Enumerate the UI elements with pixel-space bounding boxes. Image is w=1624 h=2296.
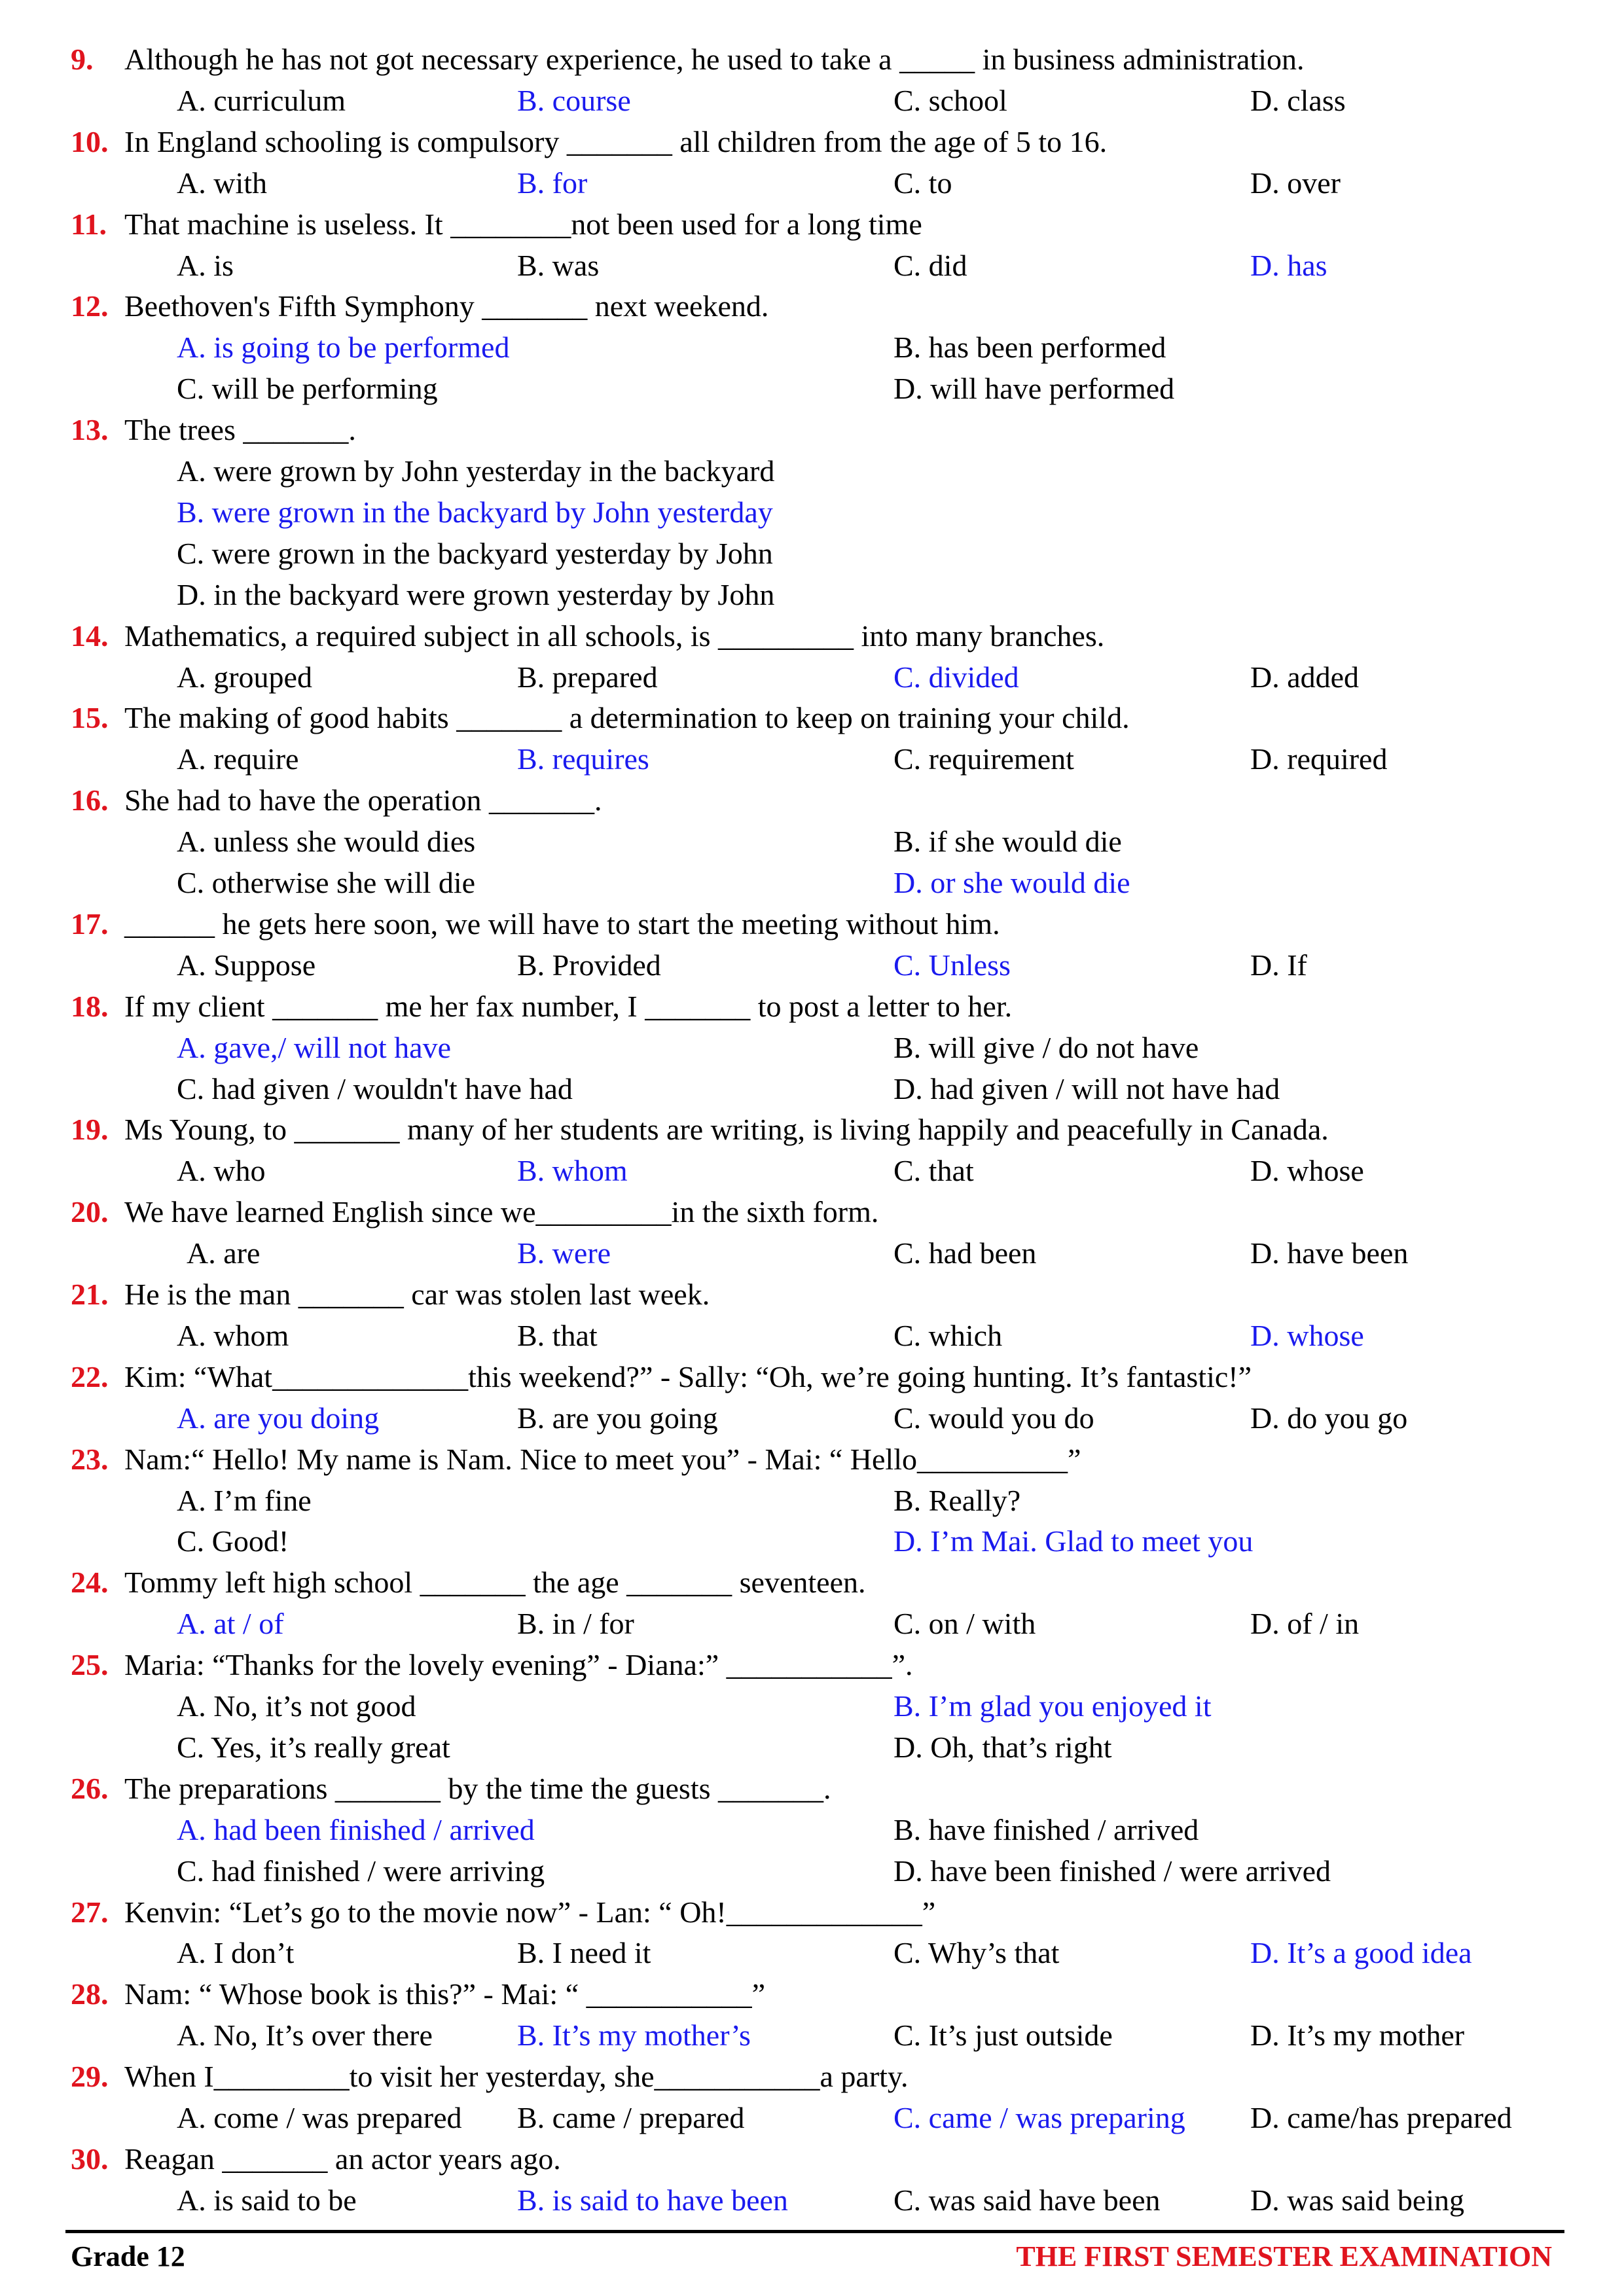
answer-option-a: A. No, It’s over there bbox=[177, 2018, 433, 2053]
answer-option-a: A. is bbox=[177, 248, 234, 282]
question-row bbox=[0, 412, 1624, 454]
question-stem: In England schooling is compulsory _______ all children from the age of 5 to 16. bbox=[124, 124, 1108, 158]
question-row bbox=[0, 619, 1624, 660]
question-stem: If my client _______ me her fax number, I _______ to post a letter to her. bbox=[124, 989, 1013, 1023]
question-row bbox=[0, 906, 1624, 948]
question-row bbox=[0, 1442, 1624, 1483]
question-row bbox=[0, 1277, 1624, 1318]
question-number: 26. bbox=[71, 1771, 109, 1805]
options-row bbox=[0, 742, 1624, 783]
answer-option-d: D. class bbox=[1250, 83, 1346, 117]
question-stem: Mathematics, a required subject in all schools, is _________ into many branches. bbox=[124, 619, 1105, 653]
answer-option-b: B. came / prepared bbox=[517, 2101, 745, 2134]
question-number: 15. bbox=[71, 701, 109, 735]
answer-option-b: B. course bbox=[517, 83, 631, 117]
question-number: 28. bbox=[71, 1977, 109, 2011]
answer-option-a: A. require bbox=[177, 742, 299, 776]
question-stem: That machine is useless. It ________not been used for a long time bbox=[124, 207, 922, 241]
question-stem: The making of good habits _______ a determination to keep on training your child. bbox=[124, 701, 1130, 735]
question-stem: Kim: “What_____________this weekend?” - Sally: “Oh, we’re going hunting. It’s fantastic!” bbox=[124, 1359, 1252, 1393]
options-row bbox=[0, 577, 1624, 619]
answer-option-a: A. come / was prepared bbox=[177, 2101, 462, 2134]
answer-option-a: A. are you doing bbox=[177, 1401, 380, 1435]
question-stem: Kenvin: “Let’s go to the movie now” - Lan: “ Oh!_____________” bbox=[124, 1895, 936, 1929]
options-row bbox=[0, 1153, 1624, 1194]
answer-option-d: D. has bbox=[1250, 248, 1327, 282]
answer-option-c: C. It’s just outside bbox=[893, 2018, 1113, 2053]
question-stem: Reagan _______ an actor years ago. bbox=[124, 2142, 561, 2176]
answer-option-c: C. came / was preparing bbox=[893, 2101, 1185, 2134]
answer-option-c: C. school bbox=[893, 83, 1007, 117]
question-row bbox=[0, 989, 1624, 1030]
question-row bbox=[0, 700, 1624, 742]
answer-option-b: B. is said to have been bbox=[517, 2183, 788, 2217]
answer-option-a: A. at / of bbox=[177, 1607, 284, 1641]
question-number: 17. bbox=[71, 906, 109, 941]
answer-option-d: D. came/has prepared bbox=[1250, 2101, 1512, 2134]
answer-option-a: A. gave,/ will not have bbox=[177, 1030, 452, 1064]
options-row bbox=[0, 1935, 1624, 1977]
question-number: 22. bbox=[71, 1359, 109, 1393]
question-stem: Maria: “Thanks for the lovely evening” - Diana:” ___________”. bbox=[124, 1648, 913, 1682]
answer-option-c: C. divided bbox=[893, 660, 1019, 694]
answer-option-b: B. that bbox=[517, 1318, 598, 1352]
answer-option-b: B. in / for bbox=[517, 1607, 634, 1641]
options-row bbox=[0, 1030, 1624, 1071]
options-row bbox=[0, 166, 1624, 207]
answer-option-d: D. will have performed bbox=[893, 372, 1175, 406]
answer-option-c: C. had given / wouldn't have had bbox=[177, 1071, 573, 1105]
answer-option-b: B. will give / do not have bbox=[893, 1030, 1199, 1064]
footer-exam-title: THE FIRST SEMESTER EXAMINATION bbox=[1016, 2240, 1552, 2272]
question-number: 18. bbox=[71, 989, 109, 1023]
answer-option-a: A. is said to be bbox=[177, 2183, 357, 2217]
question-number: 20. bbox=[71, 1195, 109, 1229]
question-row bbox=[0, 1977, 1624, 2018]
question-stem: Beethoven's Fifth Symphony _______ next weekend. bbox=[124, 289, 769, 323]
answer-option-c: C. was said have been bbox=[893, 2183, 1161, 2217]
question-number: 19. bbox=[71, 1113, 109, 1147]
answer-option-a: A. No, it’s not good bbox=[177, 1689, 416, 1723]
options-row bbox=[0, 1812, 1624, 1854]
question-row bbox=[0, 1771, 1624, 1812]
question-row bbox=[0, 124, 1624, 166]
answer-option-a: A. grouped bbox=[177, 660, 312, 694]
question-number: 23. bbox=[71, 1442, 109, 1476]
options-row bbox=[0, 2100, 1624, 2142]
answer-option-c: C. that bbox=[893, 1154, 974, 1188]
question-stem: Nam:“ Hello! My name is Nam. Nice to meet you” - Mai: “ Hello__________” bbox=[124, 1442, 1081, 1476]
answer-option-b: B. for bbox=[517, 166, 588, 200]
options-row bbox=[0, 2183, 1624, 2224]
question-row bbox=[0, 1359, 1624, 1401]
answer-option-c: C. will be performing bbox=[177, 372, 438, 406]
question-number: 27. bbox=[71, 1895, 109, 1929]
answer-option-c: C. Unless bbox=[893, 948, 1011, 982]
answer-option-a: A. with bbox=[177, 166, 267, 200]
answer-option-c: C. otherwise she will die bbox=[177, 866, 476, 899]
answer-option-b: B. Really? bbox=[893, 1483, 1021, 1517]
answer-option-b: B. whom bbox=[517, 1154, 628, 1188]
options-row bbox=[0, 454, 1624, 495]
answer-option-b: B. Provided bbox=[517, 948, 661, 982]
options-row bbox=[0, 865, 1624, 906]
answer-option-c: C. Good! bbox=[177, 1524, 289, 1558]
answer-option-a: A. I’m fine bbox=[177, 1483, 312, 1517]
question-number: 12. bbox=[71, 289, 109, 323]
options-row bbox=[0, 660, 1624, 701]
answer-option-c: C. were grown in the backyard yesterday by John bbox=[177, 536, 773, 570]
options-row bbox=[0, 1318, 1624, 1359]
answer-option-c: C. Why’s that bbox=[893, 1936, 1060, 1970]
options-row bbox=[0, 1071, 1624, 1113]
answer-option-d: D. Oh, that’s right bbox=[893, 1730, 1112, 1764]
options-row bbox=[0, 1483, 1624, 1524]
answer-option-d: D. do you go bbox=[1250, 1401, 1408, 1435]
answer-option-d: D. had given / will not have had bbox=[893, 1071, 1280, 1105]
options-row bbox=[0, 1854, 1624, 1895]
question-number: 21. bbox=[71, 1278, 109, 1311]
answer-option-a: A. who bbox=[177, 1154, 266, 1188]
question-row bbox=[0, 289, 1624, 330]
answer-option-d: D. was said being bbox=[1250, 2183, 1465, 2217]
options-row bbox=[0, 1524, 1624, 1565]
answer-option-c: C. Yes, it’s really great bbox=[177, 1730, 450, 1764]
options-row bbox=[0, 1606, 1624, 1647]
question-number: 25. bbox=[71, 1648, 109, 1682]
answer-option-d: D. If bbox=[1250, 948, 1307, 982]
question-row bbox=[0, 1194, 1624, 1236]
question-row bbox=[0, 42, 1624, 83]
question-stem: Nam: “ Whose book is this?” - Mai: “ ___________” bbox=[124, 1977, 766, 2011]
answer-option-b: B. if she would die bbox=[893, 825, 1122, 859]
options-row bbox=[0, 2018, 1624, 2059]
answer-option-b: B. have finished / arrived bbox=[893, 1812, 1199, 1846]
answer-option-c: C. would you do bbox=[893, 1401, 1094, 1435]
answer-option-a: A. had been finished / arrived bbox=[177, 1812, 535, 1846]
question-number: 30. bbox=[71, 2142, 109, 2176]
question-stem: We have learned English since we_________in the sixth form. bbox=[124, 1195, 879, 1229]
answer-option-a: A. unless she would dies bbox=[177, 825, 476, 859]
answer-option-a: A. are bbox=[187, 1236, 261, 1270]
answer-option-d: D. added bbox=[1250, 660, 1360, 694]
answer-option-d: D. whose bbox=[1250, 1318, 1364, 1352]
question-stem: Tommy left high school _______ the age _______ seventeen. bbox=[124, 1566, 866, 1600]
answer-option-a: A. I don’t bbox=[177, 1936, 295, 1970]
question-row bbox=[0, 207, 1624, 248]
answer-option-c: C. had been bbox=[893, 1236, 1037, 1270]
answer-option-b: B. has been performed bbox=[893, 331, 1166, 365]
answer-option-b: B. I’m glad you enjoyed it bbox=[893, 1689, 1212, 1723]
answer-option-d: D. whose bbox=[1250, 1154, 1364, 1188]
options-row bbox=[0, 248, 1624, 289]
question-number: 24. bbox=[71, 1566, 109, 1600]
options-row bbox=[0, 495, 1624, 536]
answer-option-c: C. on / with bbox=[893, 1607, 1036, 1641]
options-row bbox=[0, 371, 1624, 412]
options-row bbox=[0, 1401, 1624, 1442]
answer-option-d: D. have been bbox=[1250, 1236, 1409, 1270]
question-stem: ______ he gets here soon, we will have to start the meeting without him. bbox=[124, 906, 1000, 941]
answer-option-b: B. I need it bbox=[517, 1936, 651, 1970]
answer-option-b: B. It’s my mother’s bbox=[517, 2018, 751, 2053]
answer-option-a: A. Suppose bbox=[177, 948, 316, 982]
answer-option-b: B. are you going bbox=[517, 1401, 718, 1435]
answer-option-c: C. did bbox=[893, 248, 967, 282]
options-row bbox=[0, 1236, 1624, 1277]
question-number: 16. bbox=[71, 783, 109, 817]
answer-option-c: C. which bbox=[893, 1318, 1003, 1352]
answer-option-a: A. is going to be performed bbox=[177, 331, 510, 365]
question-row bbox=[0, 2142, 1624, 2183]
answer-option-a: A. were grown by John yesterday in the backyard bbox=[177, 454, 775, 488]
answer-option-b: B. prepared bbox=[517, 660, 658, 694]
question-stem: Ms Young, to _______ many of her students are writing, is living happily and peacefully in Canada. bbox=[124, 1113, 1329, 1147]
answer-option-c: C. had finished / were arriving bbox=[177, 1854, 545, 1888]
question-stem: She had to have the operation _______. bbox=[124, 783, 602, 817]
answer-option-d: D. required bbox=[1250, 742, 1388, 776]
answer-option-d: D. I’m Mai. Glad to meet you bbox=[893, 1524, 1254, 1558]
footer-grade: Grade 12 bbox=[71, 2240, 185, 2272]
question-stem: Although he has not got necessary experience, he used to take a _____ in business administration. bbox=[124, 43, 1305, 76]
options-row bbox=[0, 1689, 1624, 1730]
answer-option-b: B. requires bbox=[517, 742, 649, 776]
answer-option-d: D. or she would die bbox=[893, 866, 1130, 899]
question-row bbox=[0, 1112, 1624, 1153]
question-number: 9. bbox=[71, 43, 94, 76]
answer-option-b: B. were bbox=[517, 1236, 611, 1270]
answer-option-a: A. curriculum bbox=[177, 83, 346, 117]
answer-option-b: B. was bbox=[517, 248, 600, 282]
question-row bbox=[0, 2059, 1624, 2100]
question-row bbox=[0, 1647, 1624, 1689]
options-row bbox=[0, 330, 1624, 371]
question-stem: The trees _______. bbox=[124, 413, 356, 447]
answer-option-c: C. requirement bbox=[893, 742, 1074, 776]
question-stem: The preparations _______ by the time the guests _______. bbox=[124, 1771, 831, 1805]
options-row bbox=[0, 536, 1624, 577]
options-row bbox=[0, 948, 1624, 989]
answer-option-a: A. whom bbox=[177, 1318, 289, 1352]
answer-option-d: D. in the backyard were grown yesterday by John bbox=[177, 577, 775, 611]
answer-option-d: D. It’s a good idea bbox=[1250, 1936, 1472, 1970]
question-row bbox=[0, 783, 1624, 824]
question-row bbox=[0, 1895, 1624, 1936]
footer-divider bbox=[65, 2230, 1564, 2233]
question-number: 13. bbox=[71, 413, 109, 447]
question-stem: When I_________to visit her yesterday, she___________a party. bbox=[124, 2060, 909, 2094]
question-number: 14. bbox=[71, 619, 109, 653]
answer-option-c: C. to bbox=[893, 166, 952, 200]
answer-option-b: B. were grown in the backyard by John yesterday bbox=[177, 495, 773, 529]
question-number: 11. bbox=[71, 207, 107, 241]
options-row bbox=[0, 83, 1624, 124]
question-row bbox=[0, 1565, 1624, 1606]
answer-option-d: D. have been finished / were arrived bbox=[893, 1854, 1331, 1888]
answer-option-d: D. It’s my mother bbox=[1250, 2018, 1465, 2053]
answer-option-d: D. over bbox=[1250, 166, 1341, 200]
question-stem: He is the man _______ car was stolen last week. bbox=[124, 1278, 710, 1311]
options-row bbox=[0, 1730, 1624, 1771]
answer-option-d: D. of / in bbox=[1250, 1607, 1360, 1641]
question-number: 10. bbox=[71, 124, 109, 158]
question-number: 29. bbox=[71, 2060, 109, 2094]
options-row bbox=[0, 824, 1624, 865]
